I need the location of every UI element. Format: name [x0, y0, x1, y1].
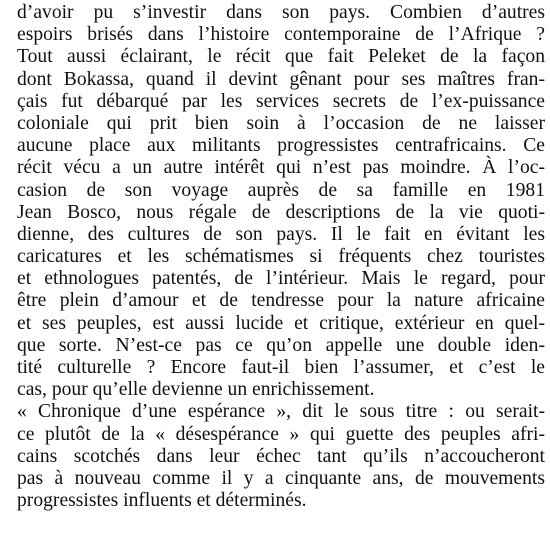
paragraph-end-line: cas, pour qu’elle devienne un enrichissement. — [17, 379, 375, 401]
text-line: coloniale qui prit bien soin à l’occasion de ne laisser — [17, 112, 545, 134]
text-line: caricatures et les schématismes si fréquents chez touristes — [17, 246, 545, 268]
text-line: cains scotchés dans leur échec tant qu’ils n’accoucheront — [17, 445, 545, 467]
text-line: çais fut débarqué par les services secrets de l’ex-puissance — [17, 90, 545, 112]
text-line: dont Bokassa, quand il devint gênant pour ses maîtres fran- — [17, 68, 545, 90]
text-line: Tout aussi éclairant, le récit que fait Peleket de la façon — [17, 46, 545, 68]
text-line: dienne, des cultures de son pays. Il le fait en évitant les — [17, 223, 545, 245]
text-line: d’avoir pu s’investir dans son pays. Combien d’autres — [17, 2, 545, 23]
text-line: pas à nouveau comme il y a cinquante ans, de mouvements — [17, 467, 545, 489]
text-line: et ethnologues patentés, de l’intérieur. Mais le regard, pour — [17, 268, 545, 290]
text-line: récit vécu a un autre intérêt qui n’est pas moindre. À l’oc- — [17, 157, 545, 179]
text-line: aucune place aux militants progressistes centrafricains. Ce — [17, 135, 545, 157]
text-line: Jean Bosco, nous régale de descriptions de la vie quoti- — [17, 201, 545, 223]
text-line: et ses peuples, est aussi lucide et critique, extérieur en quel- — [17, 312, 545, 334]
text-line: que sorte. N’est-ce pas ce qu’on appelle une double iden- — [17, 334, 545, 356]
text-line: espoirs brisés dans l’histoire contemporaine de l’Afrique ? — [17, 24, 545, 46]
paragraph-end-line: progressistes influents et déterminés. — [17, 490, 307, 512]
body-text — [17, 2, 545, 512]
text-line: tité culturelle ? Encore faut-il bien l’assumer, et c’est le — [17, 357, 545, 378]
text-line: ce plutôt de la « désespérance » qui guette des peuples afri- — [17, 423, 545, 445]
text-line: casion de son voyage auprès de sa famille en 1981 — [17, 179, 545, 201]
text-line: « Chronique d’une espérance », dit le sous titre : ou serait- — [17, 401, 545, 423]
text-line: être plein d’amour et de tendresse pour la nature africaine — [17, 290, 545, 312]
